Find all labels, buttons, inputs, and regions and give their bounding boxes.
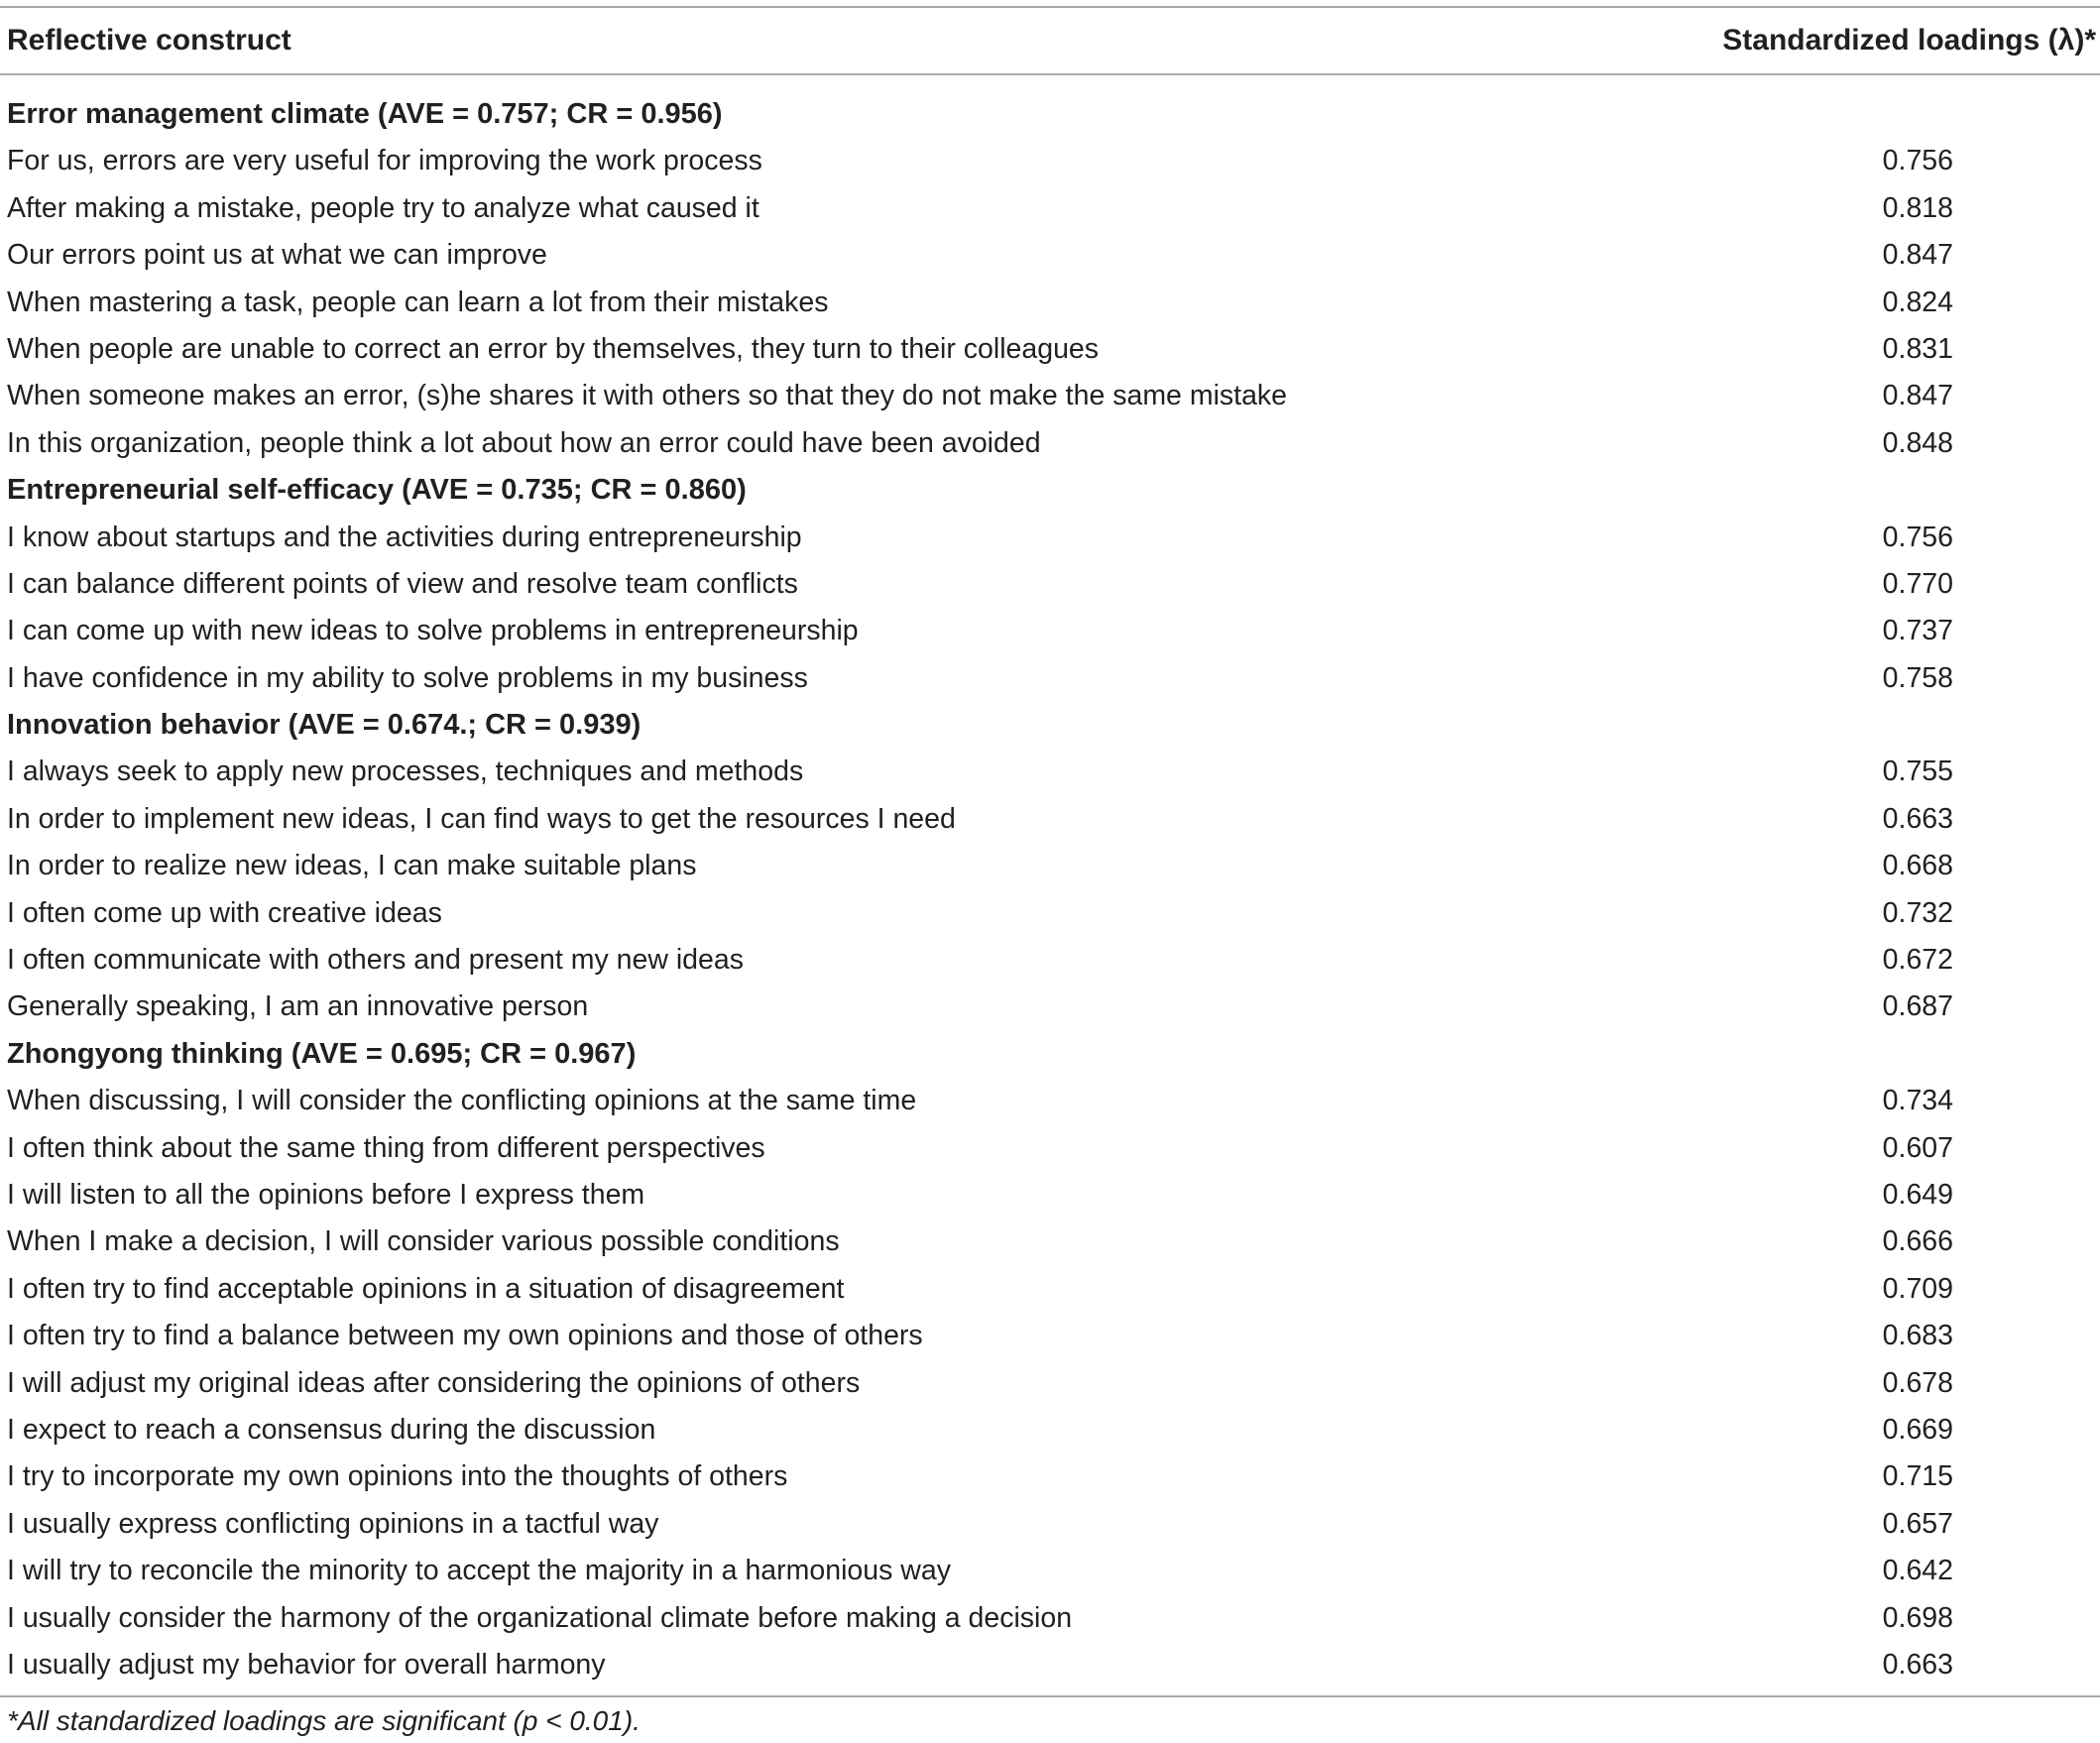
item-label: I often come up with creative ideas [7, 896, 442, 929]
loading-value: 0.734 [1882, 1085, 1953, 1117]
table-row [0, 796, 2100, 843]
loading-value: 0.737 [1882, 615, 1953, 647]
loading-value: 0.663 [1882, 802, 1953, 835]
group-header-row [0, 91, 2100, 138]
group-label: Error management climate (AVE = 0.757; CR = 0.956) [7, 98, 723, 130]
group-header-row [0, 1031, 2100, 1078]
loading-value: 0.848 [1882, 426, 1953, 459]
loading-value: 0.669 [1882, 1413, 1953, 1446]
item-label: I usually adjust my behavior for overall harmony [7, 1648, 606, 1681]
loading-value: 0.756 [1882, 521, 1953, 553]
table-row [0, 561, 2100, 608]
table-row [0, 232, 2100, 279]
item-label: I often communicate with others and present my new ideas [7, 944, 744, 977]
item-label: I often try to find acceptable opinions in a situation of disagreement [7, 1272, 845, 1305]
loading-value: 0.683 [1882, 1320, 1953, 1352]
item-label: When mastering a task, people can learn a lot from their mistakes [7, 286, 829, 318]
table-row [0, 890, 2100, 937]
loading-value: 0.847 [1882, 380, 1953, 412]
item-label: I always seek to apply new processes, techniques and methods [7, 755, 804, 788]
table-row [0, 1501, 2100, 1548]
loading-value: 0.607 [1882, 1131, 1953, 1164]
table-header [0, 8, 2100, 75]
loading-value: 0.755 [1882, 755, 1953, 788]
item-label: Generally speaking, I am an innovative person [7, 990, 589, 1023]
loading-value: 0.732 [1882, 896, 1953, 929]
item-label: When I make a decision, I will consider various possible conditions [7, 1225, 840, 1258]
table-row [0, 1125, 2100, 1172]
table-row [0, 138, 2100, 184]
table-row [0, 420, 2100, 467]
table-row [0, 843, 2100, 889]
item-label: I often try to find a balance between my own opinions and those of others [7, 1320, 923, 1352]
header-construct: Reflective construct [7, 24, 292, 57]
item-label: I often think about the same thing from different perspectives [7, 1131, 765, 1164]
item-label: I know about startups and the activities during entrepreneurship [7, 521, 802, 553]
item-label: In order to realize new ideas, I can make suitable plans [7, 850, 697, 882]
table-row [0, 1078, 2100, 1124]
table-row [0, 1548, 2100, 1594]
table-row [0, 280, 2100, 326]
group-header-row [0, 467, 2100, 514]
table-row [0, 1453, 2100, 1500]
loading-value: 0.663 [1882, 1648, 1953, 1681]
group-label: Innovation behavior (AVE = 0.674.; CR = 0.939) [7, 709, 642, 742]
loading-value: 0.824 [1882, 286, 1953, 318]
table-row [0, 655, 2100, 702]
table-row [0, 1642, 2100, 1688]
loading-value: 0.756 [1882, 145, 1953, 177]
table-body [0, 91, 2100, 1688]
loading-value: 0.831 [1882, 332, 1953, 365]
item-label: I will adjust my original ideas after considering the opinions of others [7, 1366, 861, 1399]
table-footnote: *All standardized loadings are significant (p < 0.01). [7, 1705, 641, 1736]
item-label: After making a mistake, people try to analyze what caused it [7, 191, 759, 224]
loading-value: 0.698 [1882, 1601, 1953, 1634]
table-row [0, 608, 2100, 654]
item-label: I try to incorporate my own opinions into the thoughts of others [7, 1460, 788, 1493]
table-row [0, 1266, 2100, 1313]
table-row [0, 1313, 2100, 1359]
loading-value: 0.818 [1882, 191, 1953, 224]
loading-value: 0.687 [1882, 990, 1953, 1023]
table-row [0, 1172, 2100, 1219]
item-label: When someone makes an error, (s)he shares it with others so that they do not make the same mistake [7, 380, 1288, 412]
loading-value: 0.657 [1882, 1507, 1953, 1540]
table-row [0, 1219, 2100, 1265]
item-label: Our errors point us at what we can improve [7, 239, 547, 272]
item-label: When people are unable to correct an error by themselves, they turn to their colleagues [7, 332, 1100, 365]
group-header-row [0, 702, 2100, 749]
loading-value: 0.758 [1882, 661, 1953, 694]
item-label: In order to implement new ideas, I can find ways to get the resources I need [7, 802, 956, 835]
loading-value: 0.770 [1882, 567, 1953, 600]
bottom-rule [0, 1695, 2100, 1697]
group-label: Zhongyong thinking (AVE = 0.695; CR = 0.967) [7, 1037, 637, 1070]
loading-value: 0.678 [1882, 1366, 1953, 1399]
item-label: I will listen to all the opinions before I express them [7, 1178, 645, 1211]
table-row [0, 515, 2100, 561]
item-label: I can balance different points of view and resolve team conflicts [7, 567, 798, 600]
item-label: I usually consider the harmony of the organizational climate before making a decision [7, 1601, 1073, 1634]
table-row [0, 326, 2100, 373]
item-label: For us, errors are very useful for improving the work process [7, 145, 762, 177]
loading-value: 0.642 [1882, 1555, 1953, 1587]
item-label: In this organization, people think a lot about how an error could have been avoided [7, 426, 1041, 459]
table-row [0, 937, 2100, 984]
loading-value: 0.715 [1882, 1460, 1953, 1493]
table-row [0, 1360, 2100, 1407]
item-label: I expect to reach a consensus during the discussion [7, 1413, 656, 1446]
table-row [0, 1407, 2100, 1453]
header-loadings: Standardized loadings (λ)* [1722, 24, 2096, 57]
loading-value: 0.668 [1882, 850, 1953, 882]
item-label: I have confidence in my ability to solve problems in my business [7, 661, 808, 694]
table-row [0, 1595, 2100, 1642]
table-row [0, 185, 2100, 232]
item-label: I usually express conflicting opinions in a tactful way [7, 1507, 659, 1540]
group-label: Entrepreneurial self-efficacy (AVE = 0.735; CR = 0.860) [7, 474, 747, 507]
table-row [0, 749, 2100, 795]
item-label: I will try to reconcile the minority to accept the majority in a harmonious way [7, 1555, 951, 1587]
loading-value: 0.649 [1882, 1178, 1953, 1211]
loading-value: 0.709 [1882, 1272, 1953, 1305]
loading-value: 0.666 [1882, 1225, 1953, 1258]
table-row [0, 984, 2100, 1030]
table-row [0, 373, 2100, 419]
item-label: I can come up with new ideas to solve problems in entrepreneurship [7, 615, 859, 647]
loading-value: 0.672 [1882, 944, 1953, 977]
item-label: When discussing, I will consider the conflicting opinions at the same time [7, 1085, 917, 1117]
loading-value: 0.847 [1882, 239, 1953, 272]
